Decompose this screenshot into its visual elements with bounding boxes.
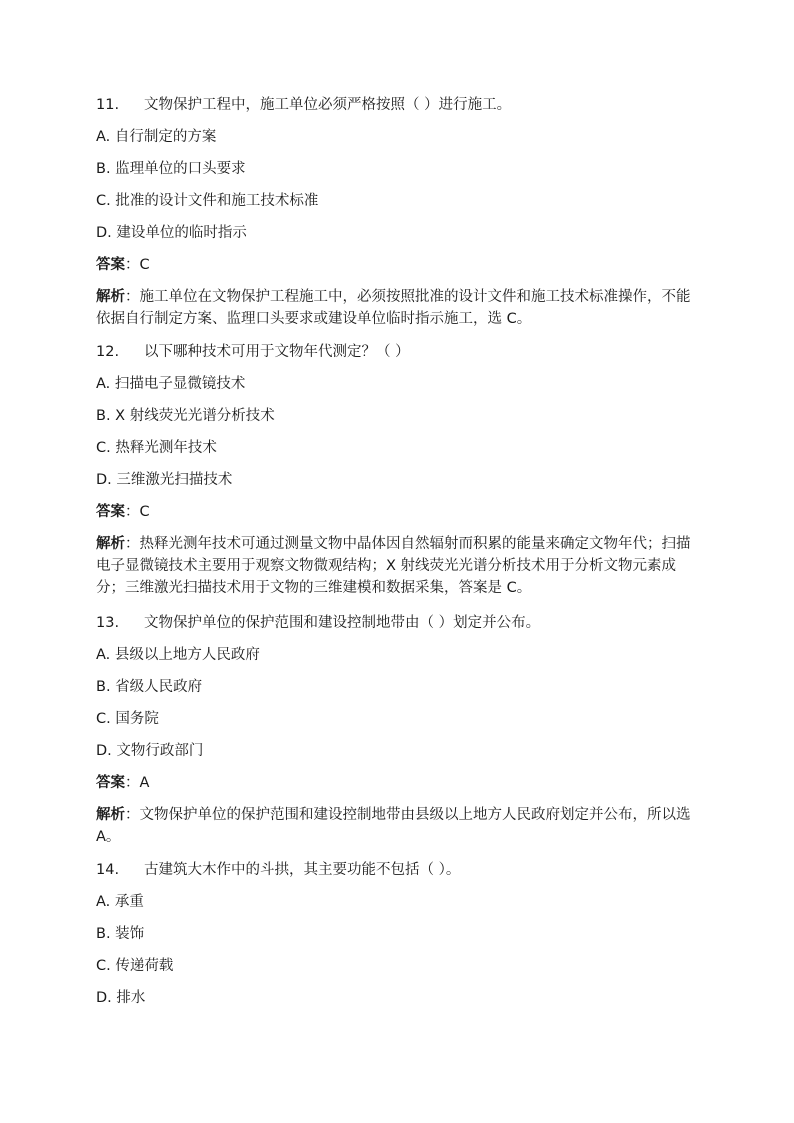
option-a: A. 自行制定的方案: [96, 129, 217, 145]
explanation-label: 解析: [96, 289, 125, 305]
option-d: D. 文物行政部门: [96, 743, 204, 759]
question-text: 以下哪种技术可用于文物年代测定？（ ）: [144, 344, 410, 360]
question-text: 文物保护单位的保护范围和建设控制地带由（ ）划定并公布。: [144, 615, 541, 631]
option-b: B. 监理单位的口头要求: [96, 161, 246, 177]
question-text: 文物保护工程中，施工单位必须严格按照（ ）进行施工。: [144, 97, 512, 113]
question-number: 12.: [96, 344, 120, 360]
explanation: [96, 804, 701, 848]
option-c: C. 批准的设计文件和施工技术标准: [96, 193, 319, 209]
explanation: [96, 533, 701, 599]
answer-value: ：C: [125, 257, 150, 273]
explanation-label: 解析: [96, 536, 125, 552]
option-b: B. 装饰: [96, 926, 145, 942]
explanation-label: 解析: [96, 807, 125, 823]
option-d: D. 三维激光扫描技术: [96, 472, 233, 488]
option-a: A. 承重: [96, 894, 144, 910]
question-number: 11.: [96, 97, 120, 113]
question-number: 14.: [96, 862, 120, 878]
explanation-text: ：热释光测年技术可通过测量文物中晶体因自然辐射而积累的能量来确定文物年代；扫描电子显微镜技术主要用于观察文物微观结构；X 射线荧光光谱分析技术用于分析文物元素成分；三维激光扫描技术用于文物的三维建模和数据采集，答案是 C。: [96, 536, 691, 596]
answer-label: 答案: [96, 257, 125, 273]
explanation-text: ：施工单位在文物保护工程施工中，必须按照批准的设计文件和施工技术标准操作，不能依据自行制定方案、监理口头要求或建设单位临时指示施工，选 C。: [96, 289, 691, 327]
question-number: 13.: [96, 615, 120, 631]
question-text: 古建筑大木作中的斗拱，其主要功能不包括（ ）。: [144, 862, 461, 878]
option-a: A. 扫描电子显微镜技术: [96, 376, 246, 392]
question-13-stem: [96, 612, 540, 634]
question-11-stem: [96, 94, 511, 116]
answer-line: [96, 254, 150, 276]
option-b: B. 省级人民政府: [96, 679, 203, 695]
question-12-stem: [96, 341, 410, 363]
option-d: D. 建设单位的临时指示: [96, 225, 247, 241]
answer-value: ：A: [125, 775, 150, 791]
explanation-text: ：文物保护单位的保护范围和建设控制地带由县级以上地方人民政府划定并公布，所以选 A。: [96, 807, 691, 845]
answer-line: [96, 772, 149, 794]
option-c: C. 热释光测年技术: [96, 440, 217, 456]
explanation: [96, 286, 701, 330]
option-b: B. X 射线荧光光谱分析技术: [96, 408, 275, 424]
answer-value: ：C: [125, 504, 150, 520]
option-a: A. 县级以上地方人民政府: [96, 647, 260, 663]
option-d: D. 排水: [96, 990, 146, 1006]
option-c: C. 传递荷载: [96, 958, 174, 974]
answer-line: [96, 501, 150, 523]
question-14-stem: [96, 859, 460, 881]
option-c: C. 国务院: [96, 711, 159, 727]
answer-label: 答案: [96, 775, 125, 791]
answer-label: 答案: [96, 504, 125, 520]
